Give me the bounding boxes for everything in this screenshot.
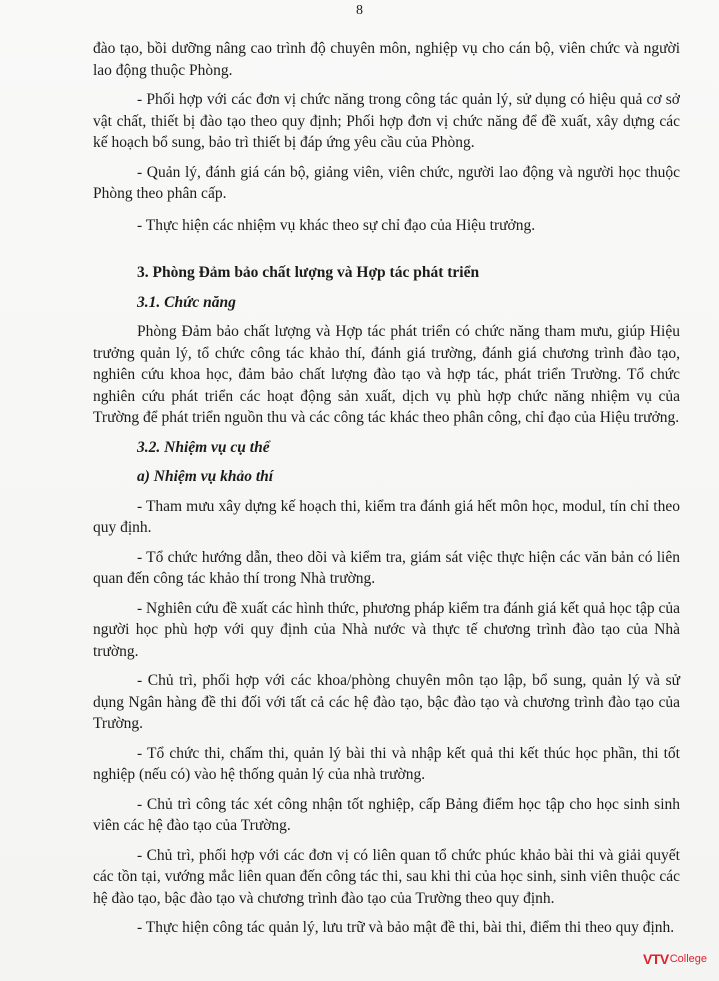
bullet-paragraph: - Thực hiện công tác quản lý, lưu trữ và bảo mật đề thi, bài thi, điểm thi theo quy định.	[137, 919, 675, 936]
watermark-brand: VTV	[642, 951, 669, 967]
document-body	[93, 38, 680, 939]
vtv-college-watermark	[643, 951, 707, 967]
bullet-paragraph: - Tổ chức thi, chấm thi, quản lý bài thi và nhập kết quả thi kết thúc học phần, thi tốt nghiệp (nếu có) vào hệ thống quản lý của nhà trường.	[93, 744, 680, 783]
watermark-sub: College	[669, 953, 707, 965]
sub-subsection-heading: a) Nhiệm vụ khảo thí	[137, 468, 274, 485]
bullet-paragraph: - Chủ trì công tác xét công nhận tốt nghiệp, cấp Bảng điểm học tập cho học sinh sinh viên các hệ đào tạo của Trường.	[93, 795, 680, 834]
subsection-heading: 3.1. Chức năng	[137, 293, 236, 311]
bullet-paragraph: - Tổ chức hướng dẫn, theo dõi và kiểm tra, giám sát việc thực hiện các văn bản có liên quan đến công tác khảo thí trong Nhà trường.	[93, 548, 680, 587]
page-number: 8	[356, 3, 363, 18]
bullet-paragraph: - Thực hiện các nhiệm vụ khác theo sự chỉ đạo của Hiệu trưởng.	[137, 216, 536, 234]
paragraph-continuation: đào tạo, bồi dưỡng nâng cao trình độ chuyên môn, nghiệp vụ cho cán bộ, viên chức và người lao động thuộc Phòng.	[93, 40, 680, 79]
body-paragraph: Phòng Đảm bảo chất lượng và Hợp tác phát triển có chức năng tham mưu, giúp Hiệu trưởng quản lý, tổ chức công tác khảo thí, đánh giá trường, đánh giá chương trình đào tạo, nghiên cứu khoa học, đảm bảo chất lượng đào tạo và hợp tác, phát triển Trường. Tổ chức nghiên cứu phát triển các hoạt động sản xuất, dịch vụ phù hợp chức năng nhiệm vụ của Trường để phát triển nguồn thu và các công tác khác theo phân công, chỉ đạo của Hiệu trưởng.	[93, 323, 680, 426]
section-heading: 3. Phòng Đảm bảo chất lượng và Hợp tác phát triển	[137, 264, 480, 281]
bullet-paragraph: - Chủ trì, phối hợp với các đơn vị có liên quan tổ chức phúc khảo bài thi và giải quyết các tồn tại, vướng mắc liên quan đến công tác thi, sau khi thi của học sinh, sinh viên thuộc các hệ đào tạo, bậc đào tạo và chương trình đào tạo của Trường theo quy định.	[93, 846, 680, 907]
bullet-paragraph: - Chủ trì, phối hợp với các khoa/phòng chuyên môn tạo lập, bổ sung, quản lý và sử dụng Ngân hàng đề thi đối với tất cả các hệ đào tạo, bậc đào tạo và chương trình đào tạo của Trường.	[93, 672, 680, 732]
subsection-heading: 3.2. Nhiệm vụ cụ thể	[137, 438, 270, 456]
bullet-paragraph: - Nghiên cứu đề xuất các hình thức, phương pháp kiểm tra đánh giá kết quả học tập của người học phù hợp với quy định của Nhà nước và thực tế chương trình đào tạo của Nhà trường.	[93, 599, 680, 660]
bullet-paragraph: - Tham mưu xây dựng kế hoạch thi, kiểm tra đánh giá hết môn học, modul, tín chỉ theo quy định.	[93, 497, 680, 536]
bullet-paragraph: - Phối hợp với các đơn vị chức năng trong công tác quản lý, sử dụng có hiệu quả cơ sở vật chất, thiết bị đào tạo theo quy định; Phối hợp đơn vị chức năng để đề xuất, xây dựng các kế hoạch bổ sung, bảo trì thiết bị đáp ứng yêu cầu của Phòng.	[93, 91, 680, 151]
bullet-paragraph: - Quản lý, đánh giá cán bộ, giảng viên, viên chức, người lao động và người học thuộc Phòng theo phân cấp.	[93, 163, 680, 202]
